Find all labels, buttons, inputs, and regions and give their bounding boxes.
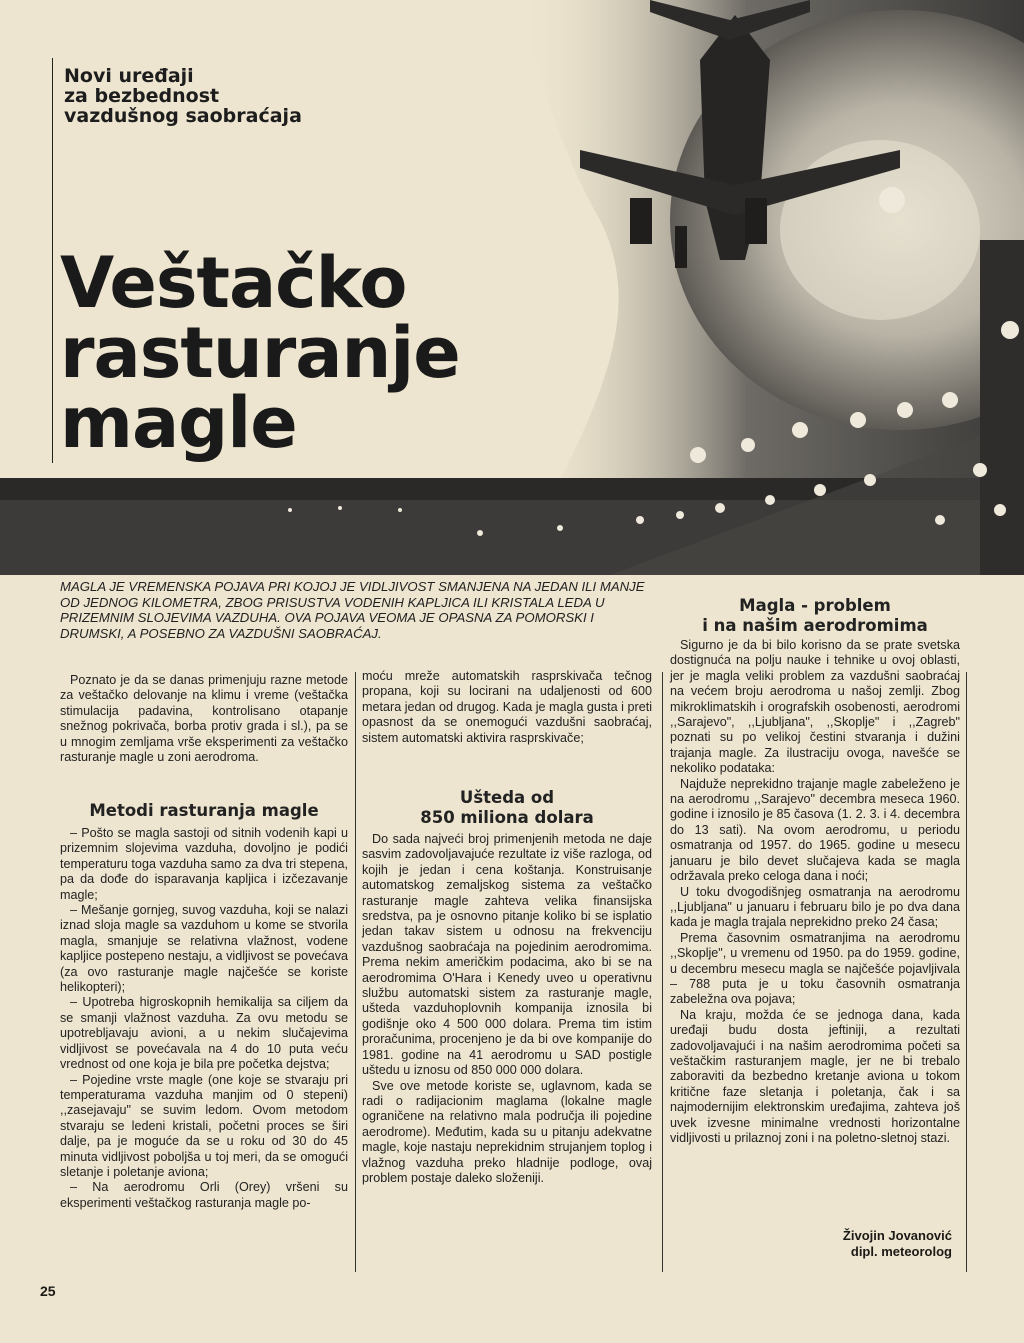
paragraph: moću mreže automatskih rasprskivača tečnog propana, koji su locirani na udaljenosti od 600 metara jedan od drugog. Kada je magla gusta i preti opasnost da se onemogući vazdušni saobraćaj, sistem automatski aktivira rasprskivače; bbox=[362, 669, 652, 745]
paragraph: – Upotreba higroskopnih hemikalija sa ciljem da se smanji vlažnost vazduha. Za ovu metodu se upotrebljavaju avioni, a u nekim slučajevima vidljivost se povećavala na 4 do 10 puta veću vrednost od one koja je bila pre početka dejstva; bbox=[60, 995, 348, 1072]
paragraph: Do sada najveći broj primenjenih metoda ne daje sasvim zadovoljavajuće rezultate iz više razloga, od kojih je jedan i cena koštanja. Konstruisanje automatskog zemaljskog sistema za veštačko rasturanje magle zahteva velika finansijska sredstva, pa je osnovno pitanje koliko bi se isplatio jedan takav sistem u odnosu na frekvenciju vazdušnog saobraćaja na pojedinim aerodromima. Prema nekim američkim podacima, ako bi se na aerodromima O'Hara i Kenedy uveo u operativnu službu automatski sistem za rasturanje magle, ušteda vazduhoplovnih kompanija iznosila bi godišnje oko 4 500 000 dolara. Prema tim istim proračunima, procenjeno je da bi ove kompanije do 1981. godine na 41 aerodromu u SAD postigle uštedu u iznosu od 850 000 000 dolara. bbox=[362, 832, 652, 1078]
paragraph: U toku dvogodišnjeg osmatranja na aerodromu ,,Ljubljana" u januaru i februaru bilo je po dva dana kada je magla trajala neprekidno preko 24 časa; bbox=[670, 884, 960, 930]
lead-paragraph: MAGLA JE VREMENSKA POJAVA PRI KOJOJ JE VIDLJIVOST SMANJENA NA JEDAN ILI MANJE OD JEDNOG KILOMETRA, ZBOG PRISUSTVA VODENIH KAPLJICA ILI KRISTALA LEDA U PRIZEMNIM SLOJEVIMA VAZDUHA. OVA POJAVA VEOMA JE OPASNA ZA POMORSKI I DRUMSKI, A POSEBNO ZA VAZDUŠNI SAOBRAĆAJ. bbox=[60, 579, 645, 641]
heading-line: i na našim aerodromima bbox=[702, 616, 928, 635]
kicker-line: vazdušnog saobraćaja bbox=[64, 105, 302, 127]
paragraph: Najduže neprekidno trajanje magle zabeleženo je na aerodromu ,,Sarajevo" decembra meseca 1960. godine i iznosilo je 85 časova (1. 2. 3. i 4. decembra do 13 sati). Na ovom aerodromu, u periodu osmatranja od 1957. do 1965. godine u mesecu januaru je bilo devet slučajeva kada se magla održavala preko celoga dana i noći; bbox=[670, 776, 960, 884]
title-line: Veštačko bbox=[60, 242, 407, 324]
paragraph: – Na aerodromu Orli (Orey) vršeni su eksperimenti veštačkog rasturanja magle po- bbox=[60, 1180, 348, 1210]
paragraph: – Pojedine vrste magle (one koje se stvaraju pri temperaturama vazduha manjim od 0 stepeni) ,,zasejavaju" se suvim ledom. Ovom metodom stvaraju se ledeni kristali, početni proces se širi dalje, pa je moguće da se u roku od 30 do 45 minuta vidljivost poboljša u toj meri, da se omogući sletanje i poletanje aviona; bbox=[60, 1072, 348, 1179]
paragraph: Sve ove metode koriste se, uglavnom, kada se radi o radijacionim maglama (lokalne magle ograničene na relativno mala područja ili pojedine aerodrome). Međutim, kada su u pitanju adekvatne magle, koje nastaju neprekidnim strujanjem toplog i vlažnog vazduha preko hladnije podloge, ovaj problem postaje daleko složeniji. bbox=[362, 1078, 652, 1185]
author-signature bbox=[843, 1228, 952, 1260]
article-title bbox=[60, 242, 460, 464]
kicker-line: Novi uređaji bbox=[64, 65, 194, 87]
section-heading-savings bbox=[362, 788, 652, 828]
column-divider bbox=[355, 672, 356, 1272]
title-line: rasturanje bbox=[60, 312, 460, 394]
section-heading-airports bbox=[670, 596, 960, 636]
right-rule bbox=[966, 672, 967, 1272]
kicker-line: za bezbednost bbox=[64, 85, 220, 107]
paragraph: – Mešanje gornjeg, suvog vazduha, koji se nalazi iznad sloja magle sa vazduhom u kome se stvorila magla, smanjuje se relativna vlažnost, vodene kapljice postepeno nestaju, a vidljivost se povećava (za ovo rasturanje magle najčešće se koriste helikopteri); bbox=[60, 903, 348, 995]
column-2-intro bbox=[362, 669, 652, 746]
column-1-intro bbox=[60, 673, 348, 765]
paragraph: Prema časovnim osmatranjima na aerodromu ,,Skoplje", u vremenu od 1950. pa do 1959. godine, u decembru mesecu magla se najčešće pojavljivala – 788 puta je u toku časovnih osmatranja zabeležna ova pojava; bbox=[670, 930, 960, 1007]
column-1-body bbox=[60, 826, 348, 1211]
paragraph: Poznato je da se danas primenjuju razne metode za veštačko delovanje na klimu i vreme (veštačka stimulacija padavina, kontrolisano otapanje snežnog pokrivača, borba protiv grada i sl.), pa se u mnogim zemljama vrše eksperimenti za veštačko rasturanje magle u zoni aerodroma. bbox=[60, 673, 348, 765]
paragraph: Na kraju, možda će se jednoga dana, kada uređaji budu dosta jeftiniji, a rezultati zadovoljavajući i na našim aerodromima početi sa veštačkim rasturanjem magle, jer ne bi trebalo zaboraviti da bezbedno kretanje aviona u tokom kritične faze sletanja i poletanja, čak i sa najmodernijim elektronskim uređajima, zahteva još uvek izvesne minimalne vrednosti horizontalne vidljivosti u prilaznoj zoni i na poletno-sletnoj stazi. bbox=[670, 1007, 960, 1145]
column-3-body bbox=[670, 638, 960, 1146]
heading-line: Magla - problem bbox=[739, 596, 891, 615]
left-vertical-rule bbox=[52, 58, 53, 463]
author-title: dipl. meteorolog bbox=[850, 1244, 952, 1259]
paragraph: – Pošto se magla sastoji od sitnih vodenih kapi u prizemnim slojevima vazduha, dovoljno je podići temperaturu toga vazduha samo za dva tri stepena, pa da dođe do isparavanja kapljica i izčezavanje magle; bbox=[60, 826, 348, 902]
heading-line: 850 miliona dolara bbox=[420, 808, 594, 827]
author-name: Živojin Jovanović bbox=[842, 1228, 952, 1243]
heading-line: Ušteda od bbox=[459, 788, 555, 807]
column-2-body bbox=[362, 832, 652, 1186]
section-heading-methods: Metodi rasturanja magle bbox=[89, 801, 319, 820]
kicker-headline bbox=[64, 66, 302, 126]
paragraph: Sigurno je da bi bilo korisno da se prate svetska dostignuća na polju nauke i tehnike u ovoj oblasti, jer je magla veliki problem za vazdušni saobraćaj na većem broju aerodroma u našoj zemlji. Zbog mikroklimatskih i orografskih osobenosti, aerodromi ,,Sarajevo", ,,Ljubljana", ,,Skoplje" i ,,Zagreb" poznati su po velikoj čestini stvaranja i dužini trajanja magle. Za ilustraciju ovoga, navešće se nekoliko podataka: bbox=[670, 638, 960, 776]
column-divider bbox=[662, 672, 663, 1272]
page-number: 25 bbox=[40, 1283, 56, 1299]
title-line: magle bbox=[60, 382, 297, 464]
